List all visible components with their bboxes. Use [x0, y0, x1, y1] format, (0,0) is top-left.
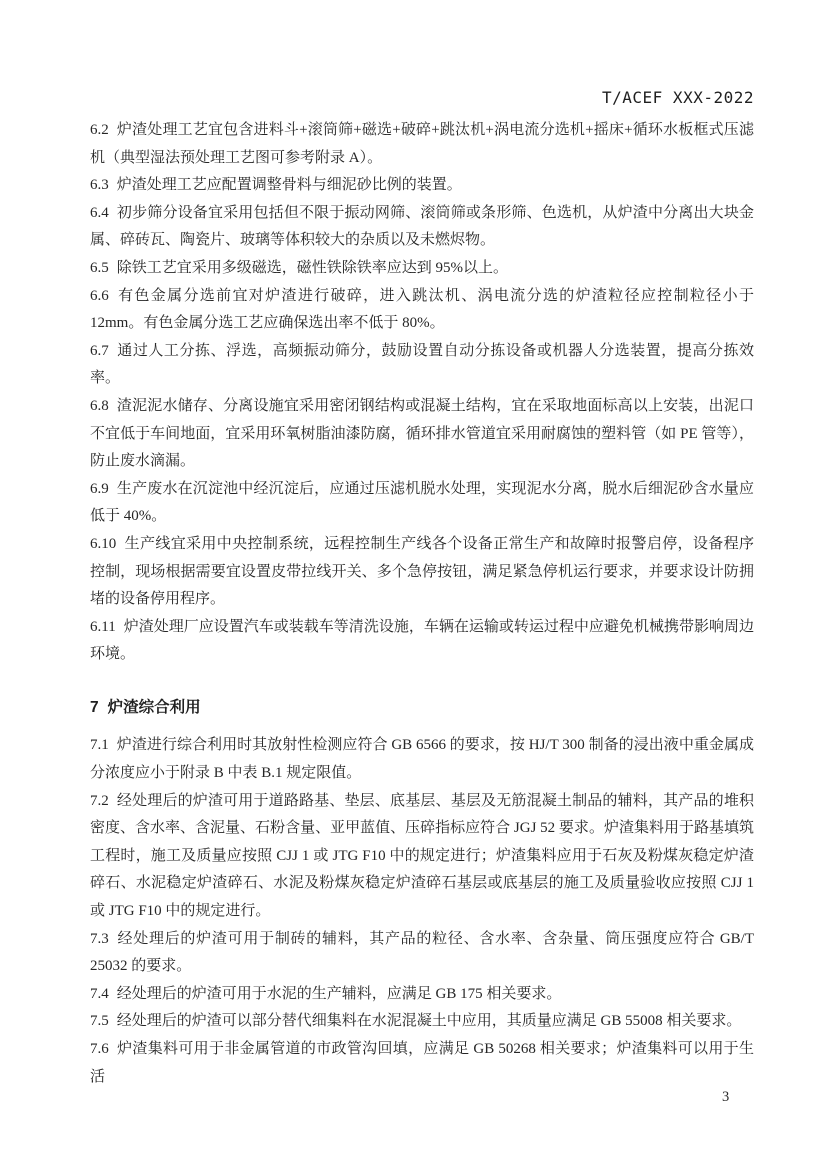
clause-number: 6.2: [90, 122, 109, 138]
clause-7-2: [90, 788, 754, 926]
clause-number: 7.6: [90, 1041, 109, 1057]
clause-text: 炉渣处理工艺宜包含进料斗+滚筒筛+磁选+破碎+跳汰机+涡电流分选机+摇床+循环水板框式压滤机（典型湿法预处理工艺图可参考附录 A）。: [90, 122, 754, 166]
clause-text: 有色金属分选前宜对炉渣进行破碎，进入跳汰机、涡电流分选的炉渣粒径应控制粒径小于 12mm。有色金属分选工艺应确保选出率不低于 80%。: [90, 287, 754, 332]
page-number: 3: [722, 1089, 730, 1105]
clause-7-5: [90, 1008, 754, 1036]
clause-number: 6.3: [90, 177, 109, 194]
clause-text: 生产废水在沉淀池中经沉淀后，应通过压滤机脱水处理，实现泥水分离，脱水后细泥砂含水量应低于 40%。: [90, 480, 754, 525]
clause-6-10: [90, 531, 754, 614]
clause-6-8: [90, 393, 754, 476]
clause-number: 7.2: [90, 792, 109, 809]
document-code-header: T/ACEF XXX-2022: [602, 88, 754, 107]
clause-text: 渣泥泥水储存、分离设施宜采用密闭钢结构或混凝土结构，宜在采取地面标高以上安装，出泥口不宜低于车间地面，宜采用环氧树脂油漆防腐，循环排水管道宜采用耐腐蚀的塑料管（如 PE 管等），防止废水滴漏。: [90, 397, 754, 470]
clause-text: 炉渣进行综合利用时其放射性检测应符合 GB 6566 的要求，按 HJ/T 300 制备的浸出液中重金属成分浓度应小于附录 B 中表 B.1 规定限值。: [90, 737, 754, 782]
clause-number: 6.6: [90, 287, 109, 304]
clause-number: 7.5: [90, 1013, 109, 1030]
clause-6-6: [90, 283, 754, 338]
section-heading-number: 7: [90, 698, 99, 716]
clause-text: 除铁工艺宜采用多级磁选，磁性铁除铁率应达到 95%以上。: [116, 259, 508, 276]
clause-text: 经处理后的炉渣可用于道路路基、垫层、底基层、基层及无筋混凝土制品的辅料，其产品的堆积密度、含水率、含泥量、石粉含量、亚甲蓝值、压碎指标应符合 JGJ 52 要求。炉渣集料用于路基填筑工程时，施工及质量应按照 CJJ 1 或 JTG F10 中的规定进行；炉渣集料应用于石灰及粉煤灰稳定炉渣碎石、水泥稳定炉渣碎石、水泥及粉煤灰稳定炉渣碎石基层或底基层的施工及质量验收应按照 CJJ 1 或 JTG F10 中的规定进行。: [90, 792, 754, 920]
clause-text: 炉渣集料可用于非金属管道的市政管沟回填，应满足 GB 50268 相关要求；炉渣集料可以用于生活: [90, 1041, 754, 1085]
clause-6-9: [90, 476, 754, 531]
clause-7-3: [90, 926, 754, 981]
clause-6-4: [90, 200, 754, 255]
clause-6-3: [90, 172, 754, 200]
clause-text: 生产线宜采用中央控制系统，远程控制生产线各个设备正常生产和故障时报警启停，设备程序控制，现场根据需要宜设置皮带拉线开关、多个急停按钮，满足紧急停机运行要求，并要求设计防拥堵的设备停用程序。: [90, 535, 754, 608]
clause-number: 7.3: [90, 930, 109, 947]
clause-number: 6.7: [90, 342, 109, 359]
clause-number: 6.10: [90, 535, 117, 552]
clause-number: 6.9: [90, 480, 109, 497]
section-7-heading: [90, 694, 754, 722]
section-heading-title: 炉渣综合利用: [107, 698, 201, 716]
clause-6-7: [90, 338, 754, 393]
clause-text: 经处理后的炉渣可用于水泥的生产辅料，应满足 GB 175 相关要求。: [116, 985, 562, 1002]
clause-7-6: [90, 1036, 754, 1091]
clause-number: 6.4: [90, 204, 109, 221]
clause-7-1: [90, 732, 754, 787]
clause-number: 6.5: [90, 259, 109, 276]
clause-number: 7.1: [90, 737, 109, 754]
clause-text: 经处理后的炉渣可用于制砖的辅料，其产品的粒径、含水率、含杂量、筒压强度应符合 GB/T 25032 的要求。: [90, 930, 754, 975]
document-body: [90, 117, 754, 1091]
clause-text: 炉渣处理厂应设置汽车或装载车等清洗设施，车辆在运输或转运过程中应避免机械携带影响周边环境。: [90, 618, 754, 663]
clause-text: 炉渣处理工艺应配置调整骨料与细泥砂比例的装置。: [116, 177, 462, 194]
clause-6-2: [90, 117, 754, 172]
clause-6-11: [90, 614, 754, 669]
clause-number: 6.8: [90, 397, 109, 414]
clause-6-5: [90, 255, 754, 283]
clause-text: 初步筛分设备宜采用包括但不限于振动网筛、滚筒筛或条形筛、色选机，从炉渣中分离出大块金属、碎砖瓦、陶瓷片、玻璃等体积较大的杂质以及未燃烬物。: [90, 204, 754, 249]
clause-7-4: [90, 981, 754, 1009]
clause-number: 7.4: [90, 985, 109, 1002]
clause-text: 经处理后的炉渣可以部分替代细集料在水泥混凝土中应用，其质量应满足 GB 55008 相关要求。: [116, 1013, 742, 1030]
clause-number: 6.11: [90, 618, 116, 635]
clause-text: 通过人工分拣、浮选，高频振动筛分，鼓励设置自动分拣设备或机器人分选装置，提高分拣效率。: [90, 342, 754, 387]
